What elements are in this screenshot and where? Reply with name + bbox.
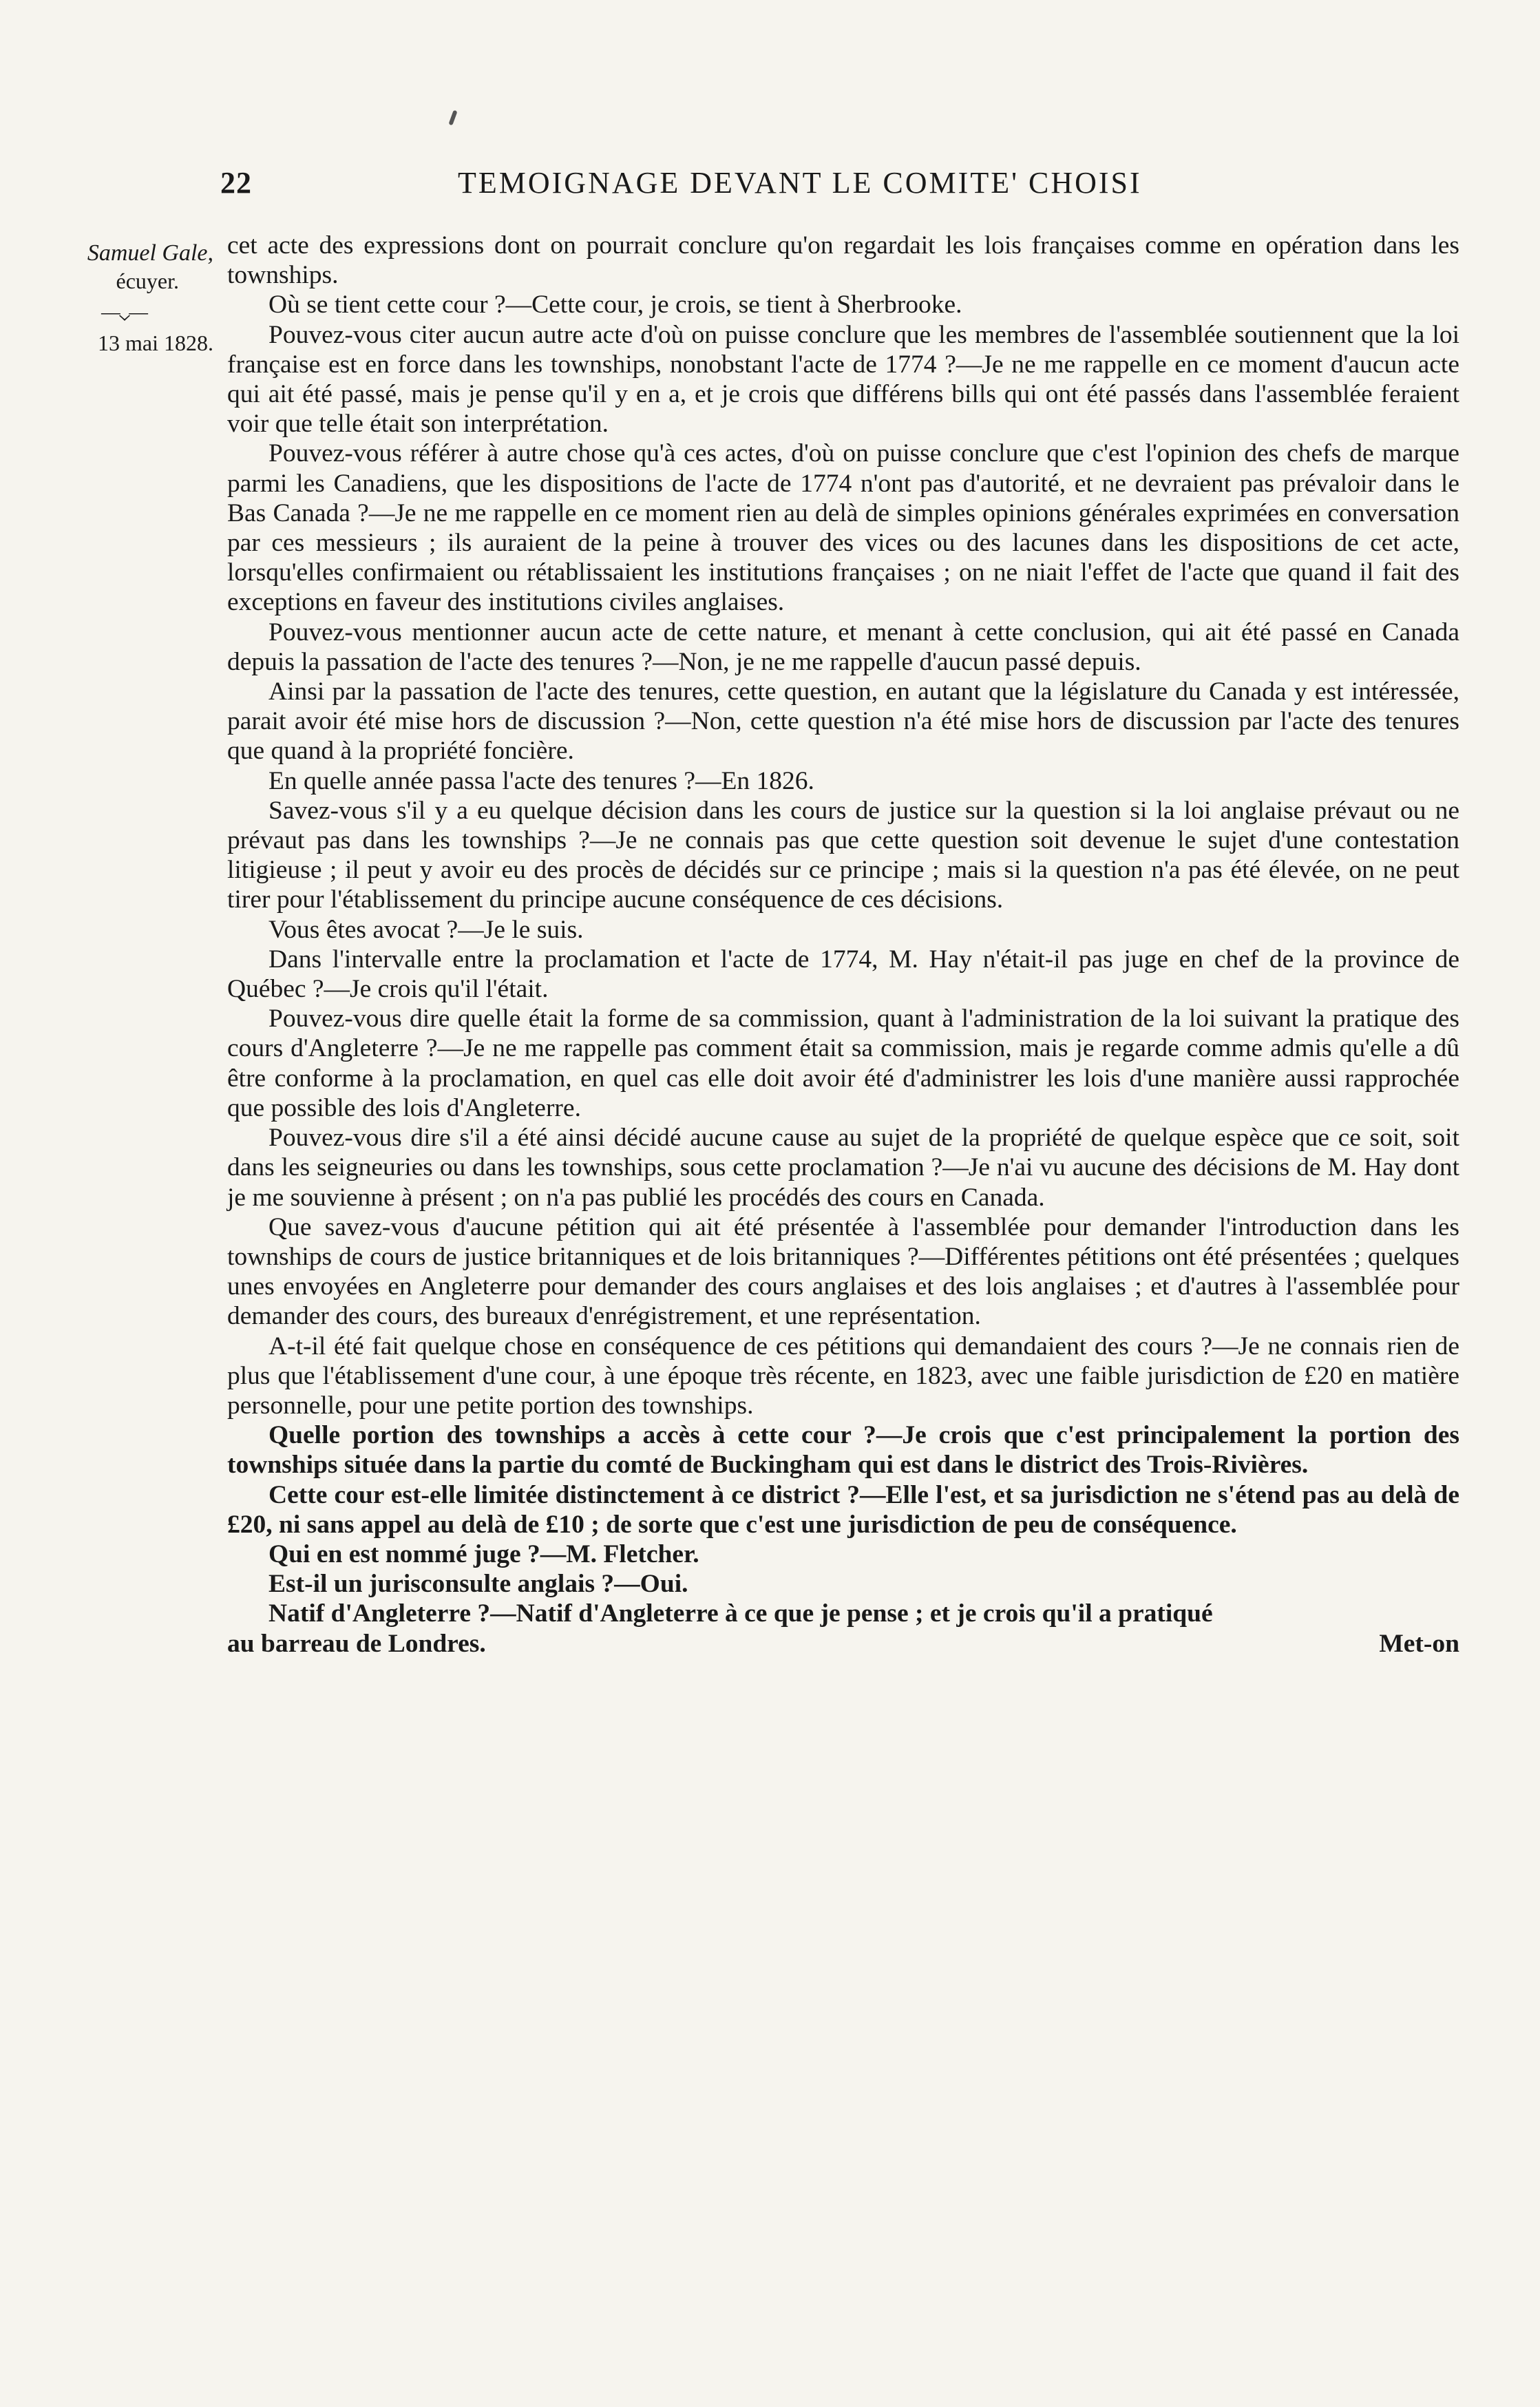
page-number: 22 [220,166,252,200]
witness-name: Samuel Gale, [87,240,213,266]
paragraph: Pouvez-vous mentionner aucun acte de cette nature, et menant à cette conclusion, qui ait été passé en Canada depuis la passation de l'acte des tenures ?—Non, je ne me rappelle d'aucun passé depuis. [227,618,1459,676]
paragraph: Que savez-vous d'aucune pétition qui ait été présentée à l'assemblée pour demander l'introduction dans les townships de cours de justice britanniques et de lois britanniques ?—Différentes pétitions ont été présentées ; quelques unes envoyées en Angleterre pour demander des cours anglaises et des lois anglaises ; et d'autres à l'assemblée pour demander des cours, des bureaux d'enrégistrement, et une représentation. [227,1212,1459,1331]
paragraph: Quelle portion des townships a accès à cette cour ?—Je crois que c'est principalement la portion des townships située dans la partie du comté de Buckingham qui est dans le district des Trois-Rivières. [227,1421,1459,1480]
running-title: TEMOIGNAGE DEVANT LE COMITE' CHOISI [458,166,1142,200]
paragraph: Pouvez-vous dire quelle était la forme de sa commission, quant à l'administration de la loi suivant la pratique des cours d'Angleterre ?—Je ne me rappelle pas comment était sa commission, mais je regarde comme admis qu'elle a dû être conforme à la proclamation, en quel cas elle doit avoir été d'administrer les lois d'une manière aussi rapprochée que possible des lois d'Angleterre. [227,1005,1459,1122]
paragraph: Qui en est nommé juge ?—M. Fletcher. [268,1539,699,1568]
last-paragraph-line: Natif d'Angleterre ?—Natif d'Angleterre à ce que je pense ; et je crois qu'il a pratiqué [268,1599,1213,1628]
paragraph: Dans l'intervalle entre la proclamation et l'acte de 1774, M. Hay n'était-il pas juge en chef de la province de Québec ?—Je crois qu'il l'était. [227,945,1459,1004]
paragraph: cet acte des expressions dont on pourrait conclure qu'on regardait les lois françaises comme en opération dans les townships. [227,231,1459,290]
paragraph: En quelle année passa l'acte des tenures ?—En 1826. [268,766,814,795]
paragraph: Ainsi par la passation de l'acte des tenures, cette question, en autant que la législature du Canada y est intéressée, parait avoir été mise hors de discussion ?—Non, cette question n'a été mise hors de discussion par l'acte des tenures que quand à la propriété foncière. [227,677,1459,766]
witness-title: écuyer. [116,269,179,293]
margin-note [28,240,220,357]
paragraph [227,1599,1459,1628]
page-header [220,165,1459,207]
paragraph: A-t-il été fait quelque chose en conséquence de ces pétitions qui demandaient des cours ?—Je ne connais rien de plus que l'établissement d'une cour, à une époque très récente, en 1823, avec une faible jurisdiction de £20 en matière personnelle, pour une petite portion des townships. [227,1332,1459,1420]
paragraph: Pouvez-vous citer aucun autre acte d'où on puisse conclure que les membres de l'assemblée soutiennent que la loi française est en force dans les townships, nonobstant l'acte de 1774 ?—Je ne me rappelle en ce moment d'aucun acte qui ait été passé, mais je pense qu'il y en a, et je crois que différens bills qui ont été passés dans l'assemblée feraient voir que telle était son interprétation. [227,320,1459,439]
paragraph: Cette cour est-elle limitée distinctement à ce district ?—Elle l'est, et sa jurisdiction ne s'étend pas au delà de £20, ni sans appel au delà de £10 ; de sorte que c'est une jurisdiction de peu de conséquence. [227,1480,1459,1539]
catchword: Met-on [1379,1629,1459,1658]
ink-speck [448,110,457,126]
paragraph: Pouvez-vous référer à autre chose qu'à ces actes, d'où on puisse conclure que c'est l'opinion des chefs de marque parmi les Canadiens, que les dispositions de l'acte de 1774 n'ont pas d'autorité, et ne devraient pas prévaloir dans le Bas Canada ?—Je ne me rappelle en ce moment rien au delà de simples opinions générales exprimées en conversation par ces messieurs ; ils auraient de la peine à trouver des vices ou des lacunes dans les dispositions de cet acte, lorsqu'elles confirmaient ou rétablissaient les institutions françaises ; on ne niait l'effet de l'acte que quand il fait des exceptions en faveur des institutions civiles anglaises. [227,439,1459,617]
paragraph: Savez-vous s'il y a eu quelque décision dans les cours de justice sur la question si la loi anglaise prévaut ou ne prévaut pas dans les townships ?—Je ne connais pas que cette question soit devenue le sujet d'une contestation litigieuse ; il peut y avoir eu des procès de décidés sur ce principe ; mais si la question n'a pas été élevée, on ne peut tirer pour l'établissement du principe aucune conséquence de ces décisions. [227,796,1459,914]
testimony-date: 13 mai 1828. [98,330,213,355]
paragraph: Est-il un jurisconsulte anglais ?—Oui. [268,1570,688,1599]
last-line [227,1629,1459,1659]
testimony-body [227,231,1459,1659]
brace-ornament: ⎯⎯⌄⎯⎯ [101,301,147,324]
paragraph: Où se tient cette cour ?—Cette cour, je crois, se tient à Sherbrooke. [268,291,962,319]
paragraph: Vous êtes avocat ?—Je le suis. [268,915,584,944]
paragraph: Pouvez-vous dire s'il a été ainsi décidé aucune cause au sujet de la propriété de quelque espèce que ce soit, soit dans les seigneuries ou dans les townships, sous cette proclamation ?—Je n'ai vu aucune des décisions de M. Hay dont je me souvienne à présent ; on n'a pas publié les procédés des cours en Canada. [227,1124,1459,1212]
last-paragraph-end: au barreau de Londres. [227,1629,486,1658]
